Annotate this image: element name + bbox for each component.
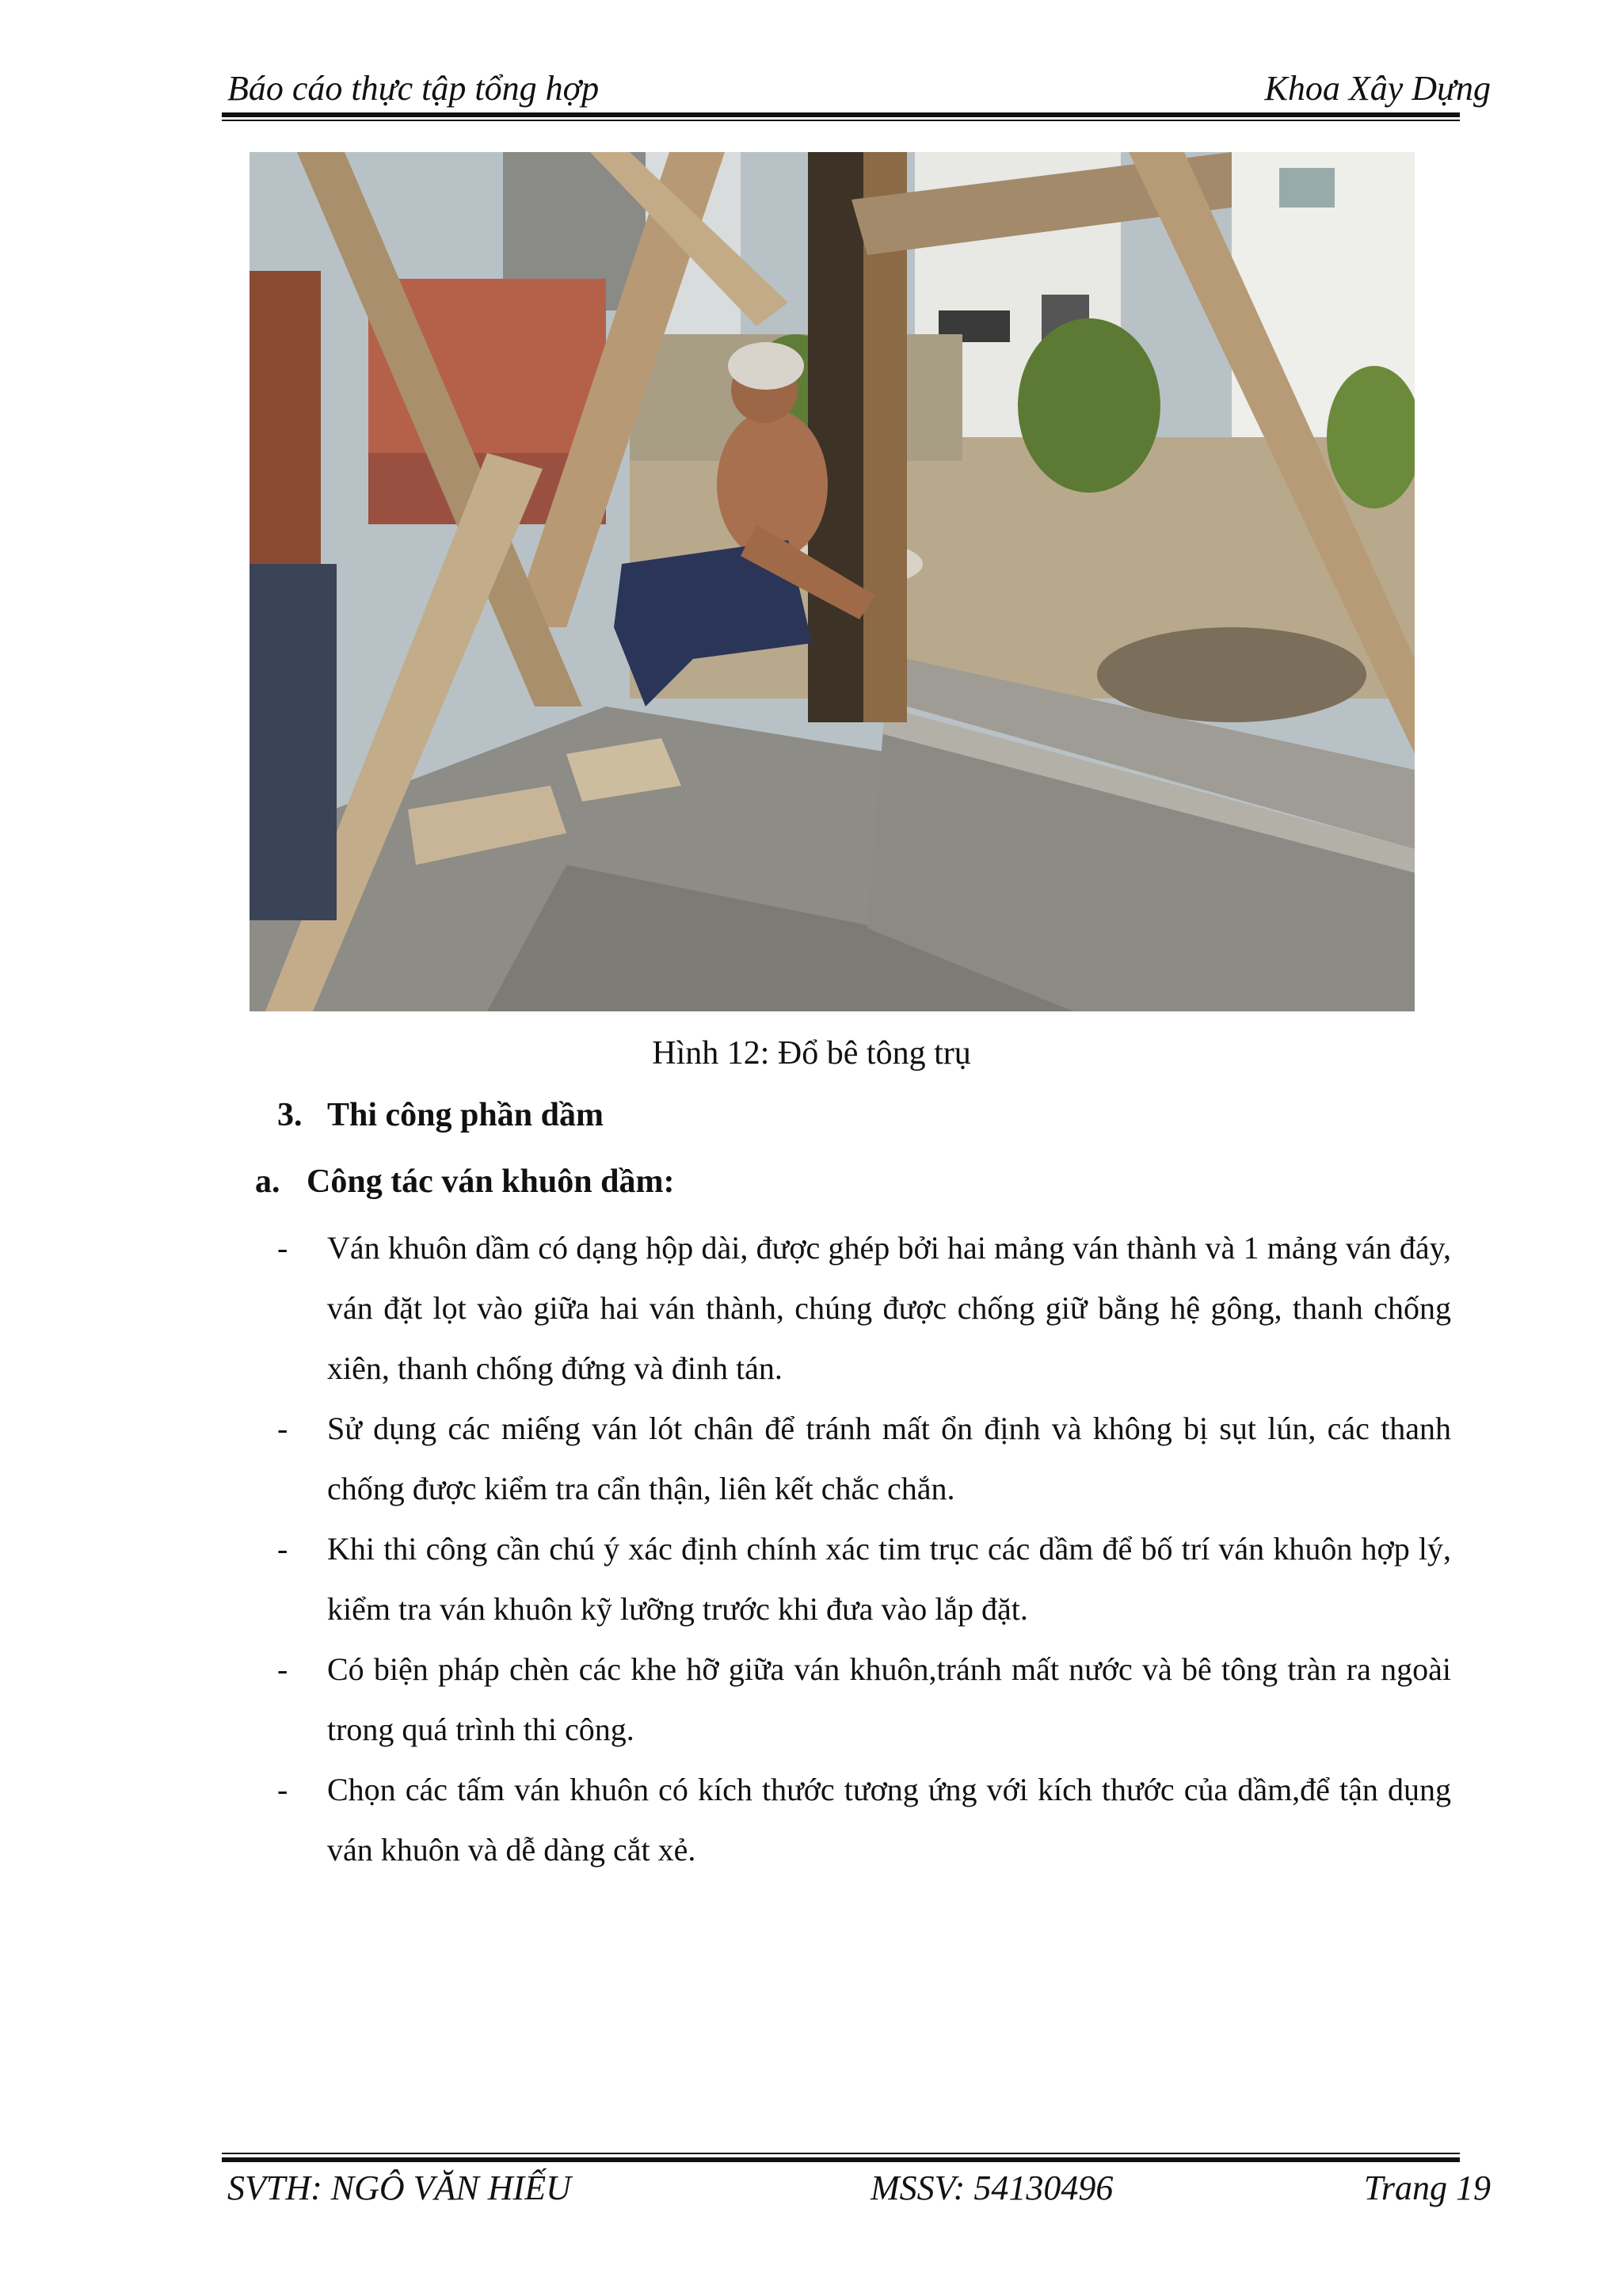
header-rule-thick [222, 112, 1460, 117]
footer-page-number: Trang 19 [1363, 2168, 1491, 2207]
bullet-text: Có biện pháp chèn các khe hỡ giữa ván khuôn,tránh mất nước và bê tông tràn ra ngoài trong quá trình thi công. [327, 1651, 1451, 1747]
bullet-marker: - [277, 1531, 288, 1567]
list-item [277, 1399, 1451, 1519]
section-number: 3. [277, 1097, 303, 1133]
figure-caption: Hình 12: Đổ bê tông trụ [652, 1035, 971, 1072]
list-item [277, 1639, 1451, 1760]
header-rule-thin [222, 120, 1460, 121]
bullet-text: Chọn các tấm ván khuôn có kích thước tương ứng với kích thước của dầm,để tận dụng ván khuôn và dễ dàng cắt xẻ. [327, 1772, 1451, 1868]
header-faculty: Khoa Xây Dựng [1264, 69, 1491, 108]
bullet-text: Khi thi công cần chú ý xác định chính xác tim trục các dầm để bố trí ván khuôn hợp lý, kiểm tra ván khuôn kỹ lưỡng trước khi đưa vào lắp đặt. [327, 1531, 1451, 1627]
list-item [277, 1218, 1451, 1399]
bullet-list [277, 1218, 1451, 1880]
footer-rule-thick [222, 2157, 1460, 2162]
subsection-heading [255, 1158, 674, 1205]
subsection-letter: a. [255, 1163, 280, 1200]
subsection-title: Công tác ván khuôn dầm: [307, 1163, 675, 1200]
footer-rule-thin [222, 2153, 1460, 2154]
page-header [227, 65, 1491, 112]
footer-student-id: MSSV: 54130496 [871, 2168, 1114, 2207]
list-item [277, 1760, 1451, 1880]
section-heading [277, 1091, 604, 1139]
bullet-marker: - [277, 1411, 288, 1446]
header-report-title: Báo cáo thực tập tổng hợp [227, 69, 600, 108]
section-title: Thi công phần dầm [327, 1097, 604, 1133]
bullet-text: Sử dụng các miếng ván lót chân để tránh mất ổn định và không bị sụt lún, các thanh chống được kiểm tra cẩn thận, liên kết chắc chắn. [327, 1411, 1451, 1506]
bullet-marker: - [277, 1230, 288, 1266]
bullet-marker: - [277, 1651, 288, 1687]
footer-student-name: SVTH: NGÔ VĂN HIẾU [227, 2168, 571, 2207]
bullet-text: Ván khuôn dầm có dạng hộp dài, được ghép bởi hai mảng ván thành và 1 mảng ván đáy, ván đặt lọt vào giữa hai ván thành, chúng được chống giữ bằng hệ gông, thanh chống xiên, thanh chống đứng và đinh tán. [327, 1230, 1451, 1386]
construction-photo [250, 152, 1415, 1011]
list-item [277, 1519, 1451, 1639]
bullet-marker: - [277, 1772, 288, 1807]
page-footer [227, 2165, 1491, 2212]
construction-photo-illustration [250, 152, 1415, 1011]
